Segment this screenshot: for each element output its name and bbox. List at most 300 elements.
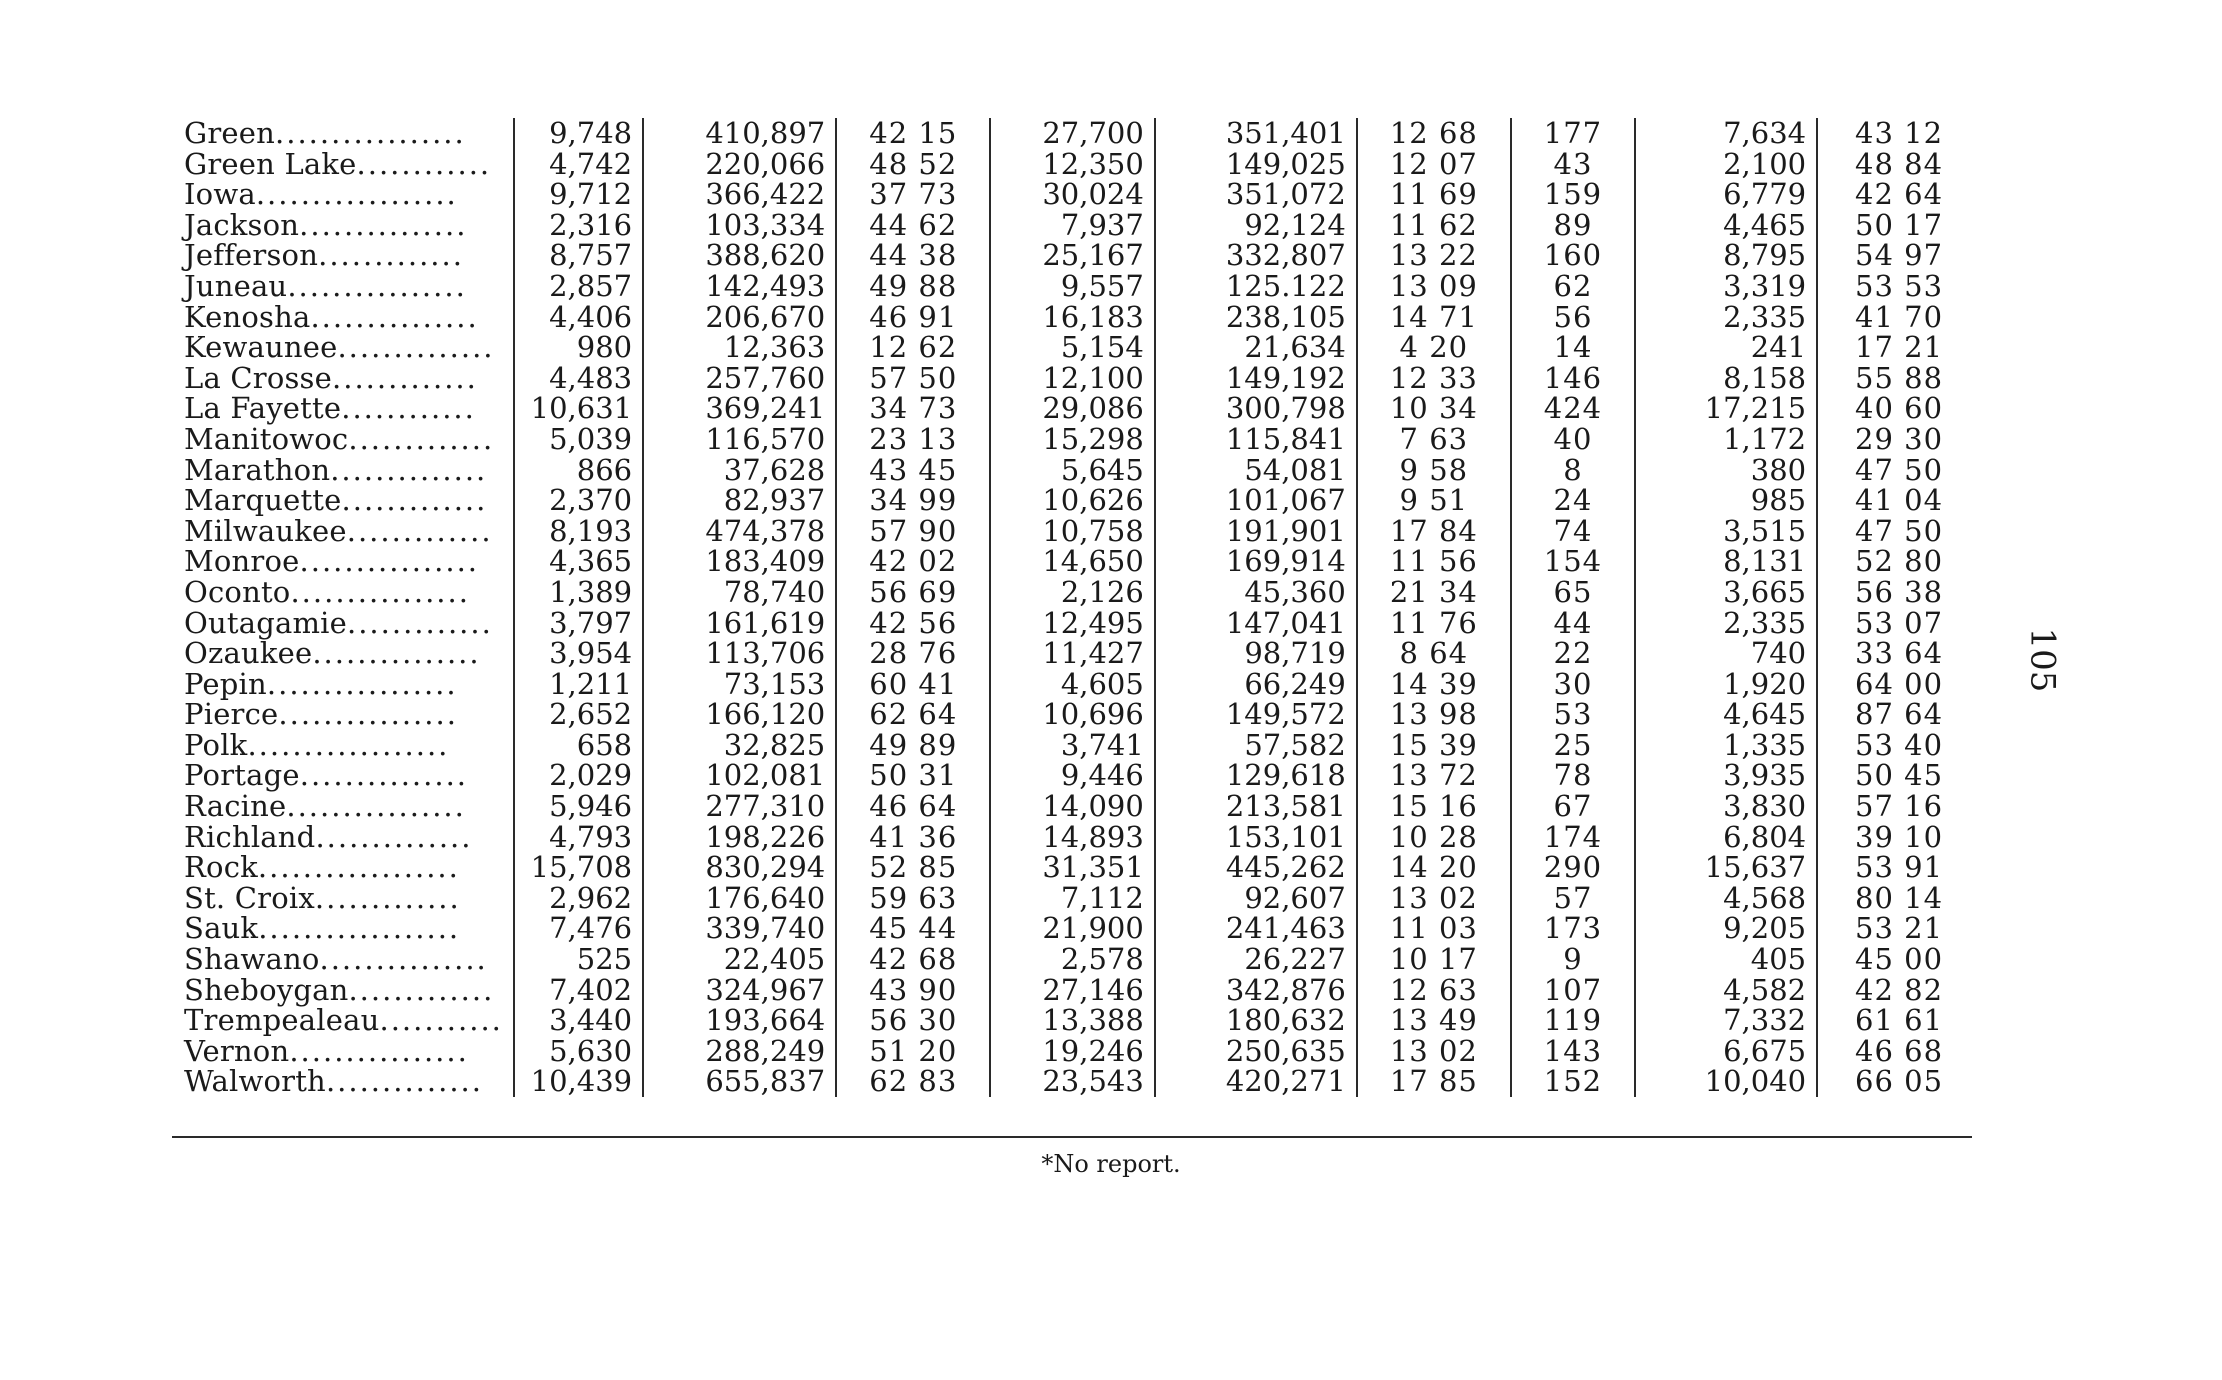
county-name <box>170 972 514 1007</box>
value-col-5: 26,227 <box>1155 944 1357 975</box>
table-row <box>170 332 1980 363</box>
value-col-8: 241 <box>1635 332 1817 363</box>
value-col-8: 3,935 <box>1635 760 1817 791</box>
value-col-6: 14 39 <box>1357 669 1511 700</box>
value-col-4: 10,696 <box>990 699 1155 730</box>
county-name <box>170 240 514 271</box>
table-row <box>170 210 1980 241</box>
value-col-7: 290 <box>1511 852 1635 883</box>
value-col-7: 62 <box>1511 271 1635 302</box>
value-col-7: 152 <box>1511 1066 1635 1097</box>
value-col-7: 74 <box>1511 516 1635 547</box>
county-label: Ozaukee <box>184 636 313 671</box>
value-col-5: 149,025 <box>1155 149 1357 180</box>
value-col-4: 12,100 <box>990 363 1155 394</box>
dot-leader: ............. <box>346 513 493 548</box>
value-col-4: 23,543 <box>990 1066 1155 1097</box>
value-col-2: 183,409 <box>643 546 836 577</box>
value-col-4: 9,446 <box>990 760 1155 791</box>
dot-leader: ............... <box>299 758 469 793</box>
value-col-4: 14,650 <box>990 546 1155 577</box>
value-col-9: 66 05 <box>1855 1064 1944 1099</box>
value-col-1: 4,483 <box>514 363 643 394</box>
county-name <box>170 299 514 334</box>
value-col-1: 9,748 <box>514 118 643 149</box>
value-col-8: 6,779 <box>1635 179 1817 210</box>
value-col-7: 9 <box>1511 944 1635 975</box>
value-col-7: 146 <box>1511 363 1635 394</box>
value-col-8: 740 <box>1635 638 1817 669</box>
value-col-5: 180,632 <box>1155 1005 1357 1036</box>
value-col-1: 2,962 <box>514 883 643 914</box>
value-col-2: 388,620 <box>643 240 836 271</box>
value-col-1: 4,365 <box>514 546 643 577</box>
dot-leader: ............. <box>348 972 495 1007</box>
table-row <box>170 455 1980 486</box>
value-col-3: 49 89 <box>836 730 990 761</box>
value-col-7: 24 <box>1511 485 1635 516</box>
value-col-6: 14 71 <box>1357 302 1511 333</box>
county-name <box>170 118 514 149</box>
value-col-7: 44 <box>1511 608 1635 639</box>
value-col-3: 48 52 <box>836 149 990 180</box>
county-name <box>170 666 514 701</box>
page-number: 105 <box>2022 627 2063 693</box>
value-col-7: 65 <box>1511 577 1635 608</box>
value-col-3: 60 41 <box>836 669 990 700</box>
value-col-9: 41 04 <box>1855 483 1944 518</box>
dot-leader: ............. <box>347 605 493 640</box>
value-col-2: 73,153 <box>643 669 836 700</box>
value-col-4: 2,578 <box>990 944 1155 975</box>
value-col-1: 1,389 <box>514 577 643 608</box>
value-col-7: 424 <box>1511 393 1635 424</box>
county-name <box>170 360 514 395</box>
dot-leader: .............. <box>330 452 488 487</box>
value-col-7: 25 <box>1511 730 1635 761</box>
county-name <box>170 207 514 242</box>
county-label: Milwaukee <box>184 513 347 548</box>
value-col-1: 4,793 <box>514 822 643 853</box>
value-col-7: 173 <box>1511 913 1635 944</box>
value-col-5: 101,067 <box>1155 485 1357 516</box>
table-row <box>170 883 1980 914</box>
value-col-4: 12,495 <box>990 608 1155 639</box>
value-col-3: 23 13 <box>836 424 990 455</box>
county-name <box>170 880 514 915</box>
county-name <box>170 727 514 762</box>
value-col-6: 9 51 <box>1357 485 1511 516</box>
value-col-9: 50 17 <box>1855 207 1944 242</box>
dot-leader: ........... <box>379 1003 503 1038</box>
county-name <box>170 699 514 730</box>
value-col-3: 50 31 <box>836 760 990 791</box>
value-col-2: 410,897 <box>643 118 836 149</box>
value-col-5: 147,041 <box>1155 608 1357 639</box>
value-col-8: 8,795 <box>1635 240 1817 271</box>
value-col-5: 66,249 <box>1155 669 1357 700</box>
value-col-6: 9 58 <box>1357 455 1511 486</box>
value-col-4: 7,112 <box>990 883 1155 914</box>
table-bottom-rule <box>172 1136 1972 1138</box>
value-col-6: 11 69 <box>1357 179 1511 210</box>
value-col-6: 13 22 <box>1357 240 1511 271</box>
value-col-1: 9,712 <box>514 179 643 210</box>
value-col-3: 43 90 <box>836 975 990 1006</box>
value-col-4: 10,758 <box>990 516 1155 547</box>
value-col-1: 2,857 <box>514 271 643 302</box>
county-label: Racine <box>184 789 287 824</box>
value-col-4: 9,557 <box>990 271 1155 302</box>
value-col-1: 980 <box>514 332 643 363</box>
value-col-2: 220,066 <box>643 149 836 180</box>
value-col-8: 3,830 <box>1635 791 1817 822</box>
county-name <box>170 332 514 363</box>
value-col-2: 22,405 <box>643 944 836 975</box>
value-col-1: 2,316 <box>514 210 643 241</box>
value-col-5: 342,876 <box>1155 975 1357 1006</box>
dot-leader: .............. <box>337 330 495 365</box>
value-col-2: 655,837 <box>643 1066 836 1097</box>
county-label: Walworth <box>184 1064 326 1099</box>
value-col-2: 142,493 <box>643 271 836 302</box>
value-col-1: 15,708 <box>514 852 643 883</box>
value-col-2: 78,740 <box>643 577 836 608</box>
value-col-6: 12 68 <box>1357 118 1511 149</box>
value-col-7: 40 <box>1511 424 1635 455</box>
value-col-7: 154 <box>1511 546 1635 577</box>
value-col-9: 42 82 <box>1855 972 1944 1007</box>
value-col-7: 67 <box>1511 791 1635 822</box>
value-col-6: 21 34 <box>1357 577 1511 608</box>
county-name <box>170 605 514 640</box>
county-label: Oconto <box>184 574 291 609</box>
value-col-3: 57 90 <box>836 516 990 547</box>
value-col-6: 8 64 <box>1357 638 1511 669</box>
value-col-4: 2,126 <box>990 577 1155 608</box>
value-col-2: 102,081 <box>643 760 836 791</box>
value-col-6: 13 49 <box>1357 1005 1511 1036</box>
table-row <box>170 363 1980 394</box>
county-name <box>170 393 514 424</box>
value-col-6: 11 03 <box>1357 913 1511 944</box>
value-col-8: 4,568 <box>1635 883 1817 914</box>
dot-leader: ................ <box>290 574 470 609</box>
value-col-9: 43 12 <box>1855 116 1944 150</box>
value-col-8: 2,335 <box>1635 302 1817 333</box>
county-label: Trempealeau <box>184 1003 380 1038</box>
value-col-7: 143 <box>1511 1036 1635 1067</box>
value-col-5: 92,124 <box>1155 210 1357 241</box>
value-col-5: 149,572 <box>1155 699 1357 730</box>
county-label: Green Lake <box>184 146 357 181</box>
county-name <box>170 179 514 210</box>
value-col-8: 4,465 <box>1635 210 1817 241</box>
value-col-8: 6,675 <box>1635 1036 1817 1067</box>
value-col-8: 7,332 <box>1635 1005 1817 1036</box>
value-col-3: 57 50 <box>836 363 990 394</box>
value-col-4: 21,900 <box>990 913 1155 944</box>
county-label: Rock <box>184 850 258 885</box>
value-col-1: 3,954 <box>514 638 643 669</box>
value-col-9: 40 60 <box>1855 391 1944 426</box>
value-col-1: 10,631 <box>514 393 643 424</box>
county-name <box>170 546 514 577</box>
table-body <box>170 118 1980 1097</box>
value-col-4: 27,146 <box>990 975 1155 1006</box>
value-col-3: 44 62 <box>836 210 990 241</box>
value-col-7: 160 <box>1511 240 1635 271</box>
value-col-8: 9,205 <box>1635 913 1817 944</box>
value-col-2: 37,628 <box>643 455 836 486</box>
value-col-4: 10,626 <box>990 485 1155 516</box>
county-name <box>170 1005 514 1036</box>
value-col-1: 7,476 <box>514 913 643 944</box>
value-col-5: 351,072 <box>1155 179 1357 210</box>
value-col-6: 10 34 <box>1357 393 1511 424</box>
county-label: Sheboygan <box>184 972 349 1007</box>
table-row <box>170 149 1980 180</box>
dot-leader: .................. <box>247 727 450 762</box>
value-col-5: 153,101 <box>1155 822 1357 853</box>
footnote: *No report. <box>1041 1150 1181 1178</box>
value-col-9: 55 88 <box>1855 360 1944 395</box>
value-col-1: 8,757 <box>514 240 643 271</box>
value-col-7: 57 <box>1511 883 1635 914</box>
county-label: Manitowoc <box>184 421 349 456</box>
value-col-4: 16,183 <box>990 302 1155 333</box>
value-col-6: 10 17 <box>1357 944 1511 975</box>
value-col-3: 44 38 <box>836 240 990 271</box>
value-col-5: 420,271 <box>1155 1066 1357 1097</box>
value-col-2: 369,241 <box>643 393 836 424</box>
value-col-9: 53 53 <box>1855 268 1944 303</box>
value-col-1: 3,440 <box>514 1005 643 1036</box>
table-row <box>170 485 1980 516</box>
table-row <box>170 760 1980 791</box>
county-label: Jackson <box>184 207 300 242</box>
value-col-9: 33 64 <box>1855 636 1944 671</box>
value-col-6: 11 62 <box>1357 210 1511 241</box>
county-name <box>170 485 514 516</box>
county-label: Kewaunee <box>184 330 338 365</box>
value-col-8: 6,804 <box>1635 822 1817 853</box>
county-label: Outagamie <box>184 605 347 640</box>
county-label: Monroe <box>184 544 300 579</box>
county-name <box>170 421 514 456</box>
value-col-4: 14,893 <box>990 822 1155 853</box>
county-label: Vernon <box>184 1033 290 1068</box>
value-col-4: 5,645 <box>990 455 1155 486</box>
county-label: Portage <box>184 758 300 793</box>
value-col-5: 300,798 <box>1155 393 1357 424</box>
value-col-7: 89 <box>1511 210 1635 241</box>
county-name <box>170 760 514 791</box>
table-row <box>170 1066 1980 1097</box>
table-row <box>170 546 1980 577</box>
value-col-9: 64 00 <box>1855 666 1944 701</box>
value-col-4: 15,298 <box>990 424 1155 455</box>
value-col-4: 30,024 <box>990 179 1155 210</box>
value-col-1: 8,193 <box>514 516 643 547</box>
table-row <box>170 393 1980 424</box>
value-col-5: 169,914 <box>1155 546 1357 577</box>
value-col-1: 658 <box>514 730 643 761</box>
value-col-5: 54,081 <box>1155 455 1357 486</box>
value-col-9: 42 64 <box>1855 177 1944 212</box>
value-col-4: 19,246 <box>990 1036 1155 1067</box>
value-col-7: 119 <box>1511 1005 1635 1036</box>
county-name <box>170 1033 514 1068</box>
value-col-2: 288,249 <box>643 1036 836 1067</box>
value-col-2: 82,937 <box>643 485 836 516</box>
value-col-8: 8,158 <box>1635 363 1817 394</box>
county-name <box>170 1066 514 1097</box>
county-name <box>170 574 514 609</box>
value-col-9: 87 64 <box>1855 697 1944 732</box>
dot-leader: ................. <box>266 666 458 701</box>
value-col-9: 29 30 <box>1855 421 1944 456</box>
value-col-8: 15,637 <box>1635 852 1817 883</box>
value-col-5: 191,901 <box>1155 516 1357 547</box>
value-col-2: 166,120 <box>643 699 836 730</box>
value-col-1: 3,797 <box>514 608 643 639</box>
table-row <box>170 577 1980 608</box>
value-col-6: 13 02 <box>1357 1036 1511 1067</box>
value-col-2: 176,640 <box>643 883 836 914</box>
table-row <box>170 699 1980 730</box>
value-col-2: 474,378 <box>643 516 836 547</box>
dot-leader: .............. <box>325 1064 483 1099</box>
value-col-4: 5,154 <box>990 332 1155 363</box>
value-col-8: 10,040 <box>1635 1066 1817 1097</box>
county-label: Iowa <box>184 177 256 212</box>
value-col-3: 12 62 <box>836 332 990 363</box>
table-row <box>170 302 1980 333</box>
value-col-7: 43 <box>1511 149 1635 180</box>
value-col-7: 107 <box>1511 975 1635 1006</box>
value-col-3: 42 15 <box>836 118 990 149</box>
value-col-8: 1,920 <box>1635 669 1817 700</box>
value-col-7: 174 <box>1511 822 1635 853</box>
dot-leader: ............... <box>299 207 468 242</box>
value-col-6: 11 76 <box>1357 608 1511 639</box>
value-col-7: 30 <box>1511 669 1635 700</box>
value-col-9: 54 97 <box>1855 238 1944 273</box>
value-col-1: 4,742 <box>514 149 643 180</box>
value-col-4: 3,741 <box>990 730 1155 761</box>
table-row <box>170 669 1980 700</box>
county-label: Jefferson <box>184 238 319 273</box>
value-col-3: 56 69 <box>836 577 990 608</box>
value-col-2: 103,334 <box>643 210 836 241</box>
value-col-9: 53 40 <box>1855 727 1944 762</box>
value-col-5: 98,719 <box>1155 638 1357 669</box>
value-col-3: 42 56 <box>836 608 990 639</box>
value-col-6: 13 98 <box>1357 699 1511 730</box>
value-col-2: 32,825 <box>643 730 836 761</box>
table-row <box>170 791 1980 822</box>
value-col-8: 405 <box>1635 944 1817 975</box>
county-name <box>170 513 514 548</box>
dot-leader: ............... <box>312 636 481 671</box>
value-col-9: 46 68 <box>1855 1033 1944 1068</box>
county-label: La Crosse <box>184 360 333 395</box>
county-label: Marathon <box>184 452 331 487</box>
value-col-2: 198,226 <box>643 822 836 853</box>
value-col-9: 61 61 <box>1855 1003 1944 1038</box>
value-col-6: 12 33 <box>1357 363 1511 394</box>
value-col-2: 12,363 <box>643 332 836 363</box>
value-col-1: 2,370 <box>514 485 643 516</box>
value-col-6: 17 84 <box>1357 516 1511 547</box>
value-col-2: 206,670 <box>643 302 836 333</box>
value-col-4: 13,388 <box>990 1005 1155 1036</box>
value-col-6: 11 56 <box>1357 546 1511 577</box>
value-col-9: 52 80 <box>1855 544 1944 579</box>
county-name <box>170 452 514 487</box>
dot-leader: ................ <box>299 544 480 579</box>
table-row <box>170 240 1980 271</box>
value-col-2: 161,619 <box>643 608 836 639</box>
value-col-2: 277,310 <box>643 791 836 822</box>
value-col-9: 47 50 <box>1855 452 1944 487</box>
value-col-6: 13 09 <box>1357 271 1511 302</box>
dot-leader: ................ <box>286 789 466 824</box>
county-label: Sauk <box>184 911 259 946</box>
value-col-7: 14 <box>1511 332 1635 363</box>
dot-leader: ............. <box>318 238 464 273</box>
value-col-4: 7,937 <box>990 210 1155 241</box>
value-col-1: 2,029 <box>514 760 643 791</box>
dot-leader: ............. <box>314 880 461 915</box>
dot-leader: ............. <box>341 483 488 518</box>
county-label: St. Croix <box>184 880 315 915</box>
value-col-7: 22 <box>1511 638 1635 669</box>
county-name <box>170 791 514 822</box>
value-col-1: 5,039 <box>514 424 643 455</box>
county-label: Green <box>184 116 276 150</box>
county-name <box>170 944 514 975</box>
value-col-3: 56 30 <box>836 1005 990 1036</box>
value-col-5: 250,635 <box>1155 1036 1357 1067</box>
table-row <box>170 1036 1980 1067</box>
dot-leader: ................ <box>289 1033 469 1068</box>
value-col-3: 51 20 <box>836 1036 990 1067</box>
value-col-3: 49 88 <box>836 271 990 302</box>
table-row <box>170 913 1980 944</box>
dot-leader: ............... <box>319 942 488 977</box>
county-name <box>170 819 514 854</box>
county-label: Pepin <box>184 666 267 701</box>
value-col-6: 10 28 <box>1357 822 1511 853</box>
table-row <box>170 975 1980 1006</box>
dot-leader: ............ <box>341 391 476 426</box>
value-col-9: 53 07 <box>1855 605 1944 640</box>
value-col-8: 1,335 <box>1635 730 1817 761</box>
county-label: Polk <box>184 727 248 762</box>
dot-leader: ............ <box>356 146 492 181</box>
value-col-9: 47 50 <box>1855 513 1944 548</box>
value-col-6: 7 63 <box>1357 424 1511 455</box>
table-row <box>170 638 1980 669</box>
table-row <box>170 730 1980 761</box>
value-col-8: 4,582 <box>1635 975 1817 1006</box>
value-col-5: 445,262 <box>1155 852 1357 883</box>
value-col-8: 8,131 <box>1635 546 1817 577</box>
table-row <box>170 516 1980 547</box>
value-col-2: 339,740 <box>643 913 836 944</box>
